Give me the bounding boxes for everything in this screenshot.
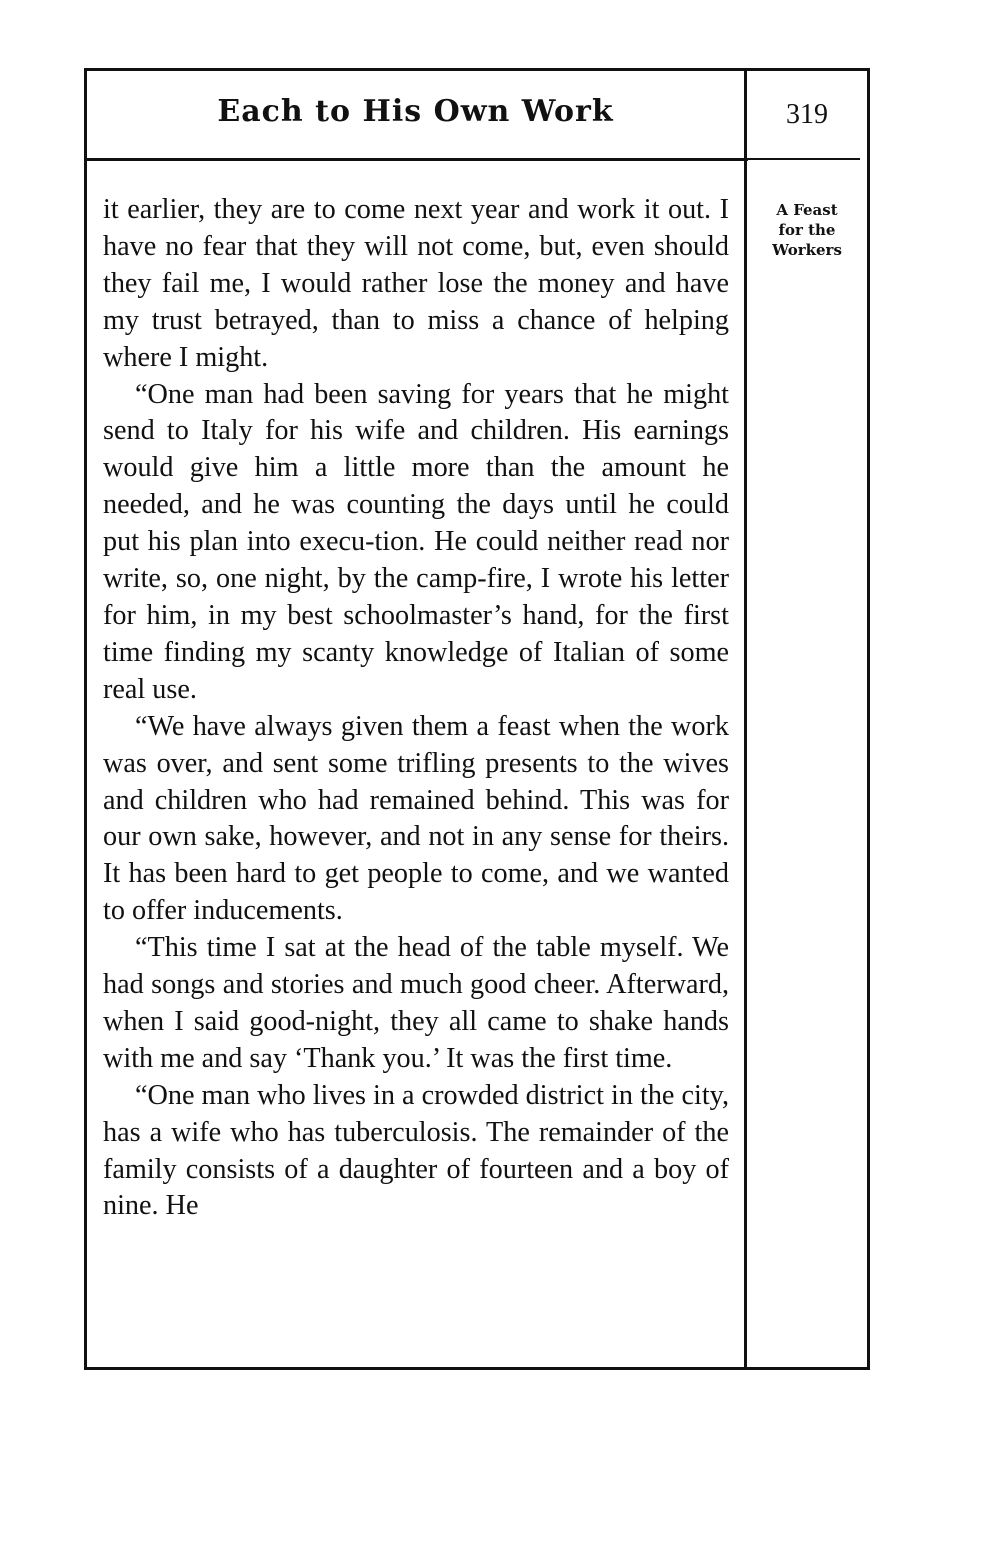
page-number: 319 [786, 99, 828, 130]
paragraph-1: it earlier, they are to come next year and work it out. I have no fear that they will not come, but, even should they fail me, I would rather lose the money and have my trust betrayed, than to miss a chance of helping where I might. [103, 194, 729, 373]
paragraph-3: “We have always given them a feast when the work was over, and sent some trifling presents to the wives and children who had remained behind. This was for our own sake, however, and not in any sense for theirs. It has been hard to get people to come, and we wanted to offer inducements. [103, 710, 729, 927]
header-rule-margin [748, 158, 860, 160]
margin-note [752, 200, 862, 260]
paragraph-4: “This time I sat at the head of the table myself. We had songs and stories and much good cheer. Afterward, when I said good-night, they all came to shake hands with me and say ‘Thank you.’ It was the first time. [103, 932, 729, 1074]
header-rule [84, 158, 748, 161]
margin-note-line-3: Workers [772, 241, 842, 259]
column-divider [744, 68, 747, 1370]
paragraph-5: “One man who lives in a crowded district in the city, has a wife who has tuberculosis. The remainder of the family consists of a daughter of fourteen and a boy of nine. He [103, 1079, 729, 1222]
margin-note-line-1: A Feast [776, 201, 838, 219]
running-title: Each to His Own Work [217, 94, 614, 129]
body-text [103, 192, 729, 1225]
margin-note-line-2: for the [778, 221, 836, 239]
paragraph-2: “One man had been saving for years that he might send to Italy for his wife and children. His earnings would give him a little more than the amount he needed, and he was counting the days until he could put his plan into execu-tion. He could neither read nor write, so, one night, by the camp-fire, I wrote his letter for him, in my best schoolmaster’s hand, for the first time finding my scanty knowledge of Italian of some real use. [103, 378, 729, 705]
